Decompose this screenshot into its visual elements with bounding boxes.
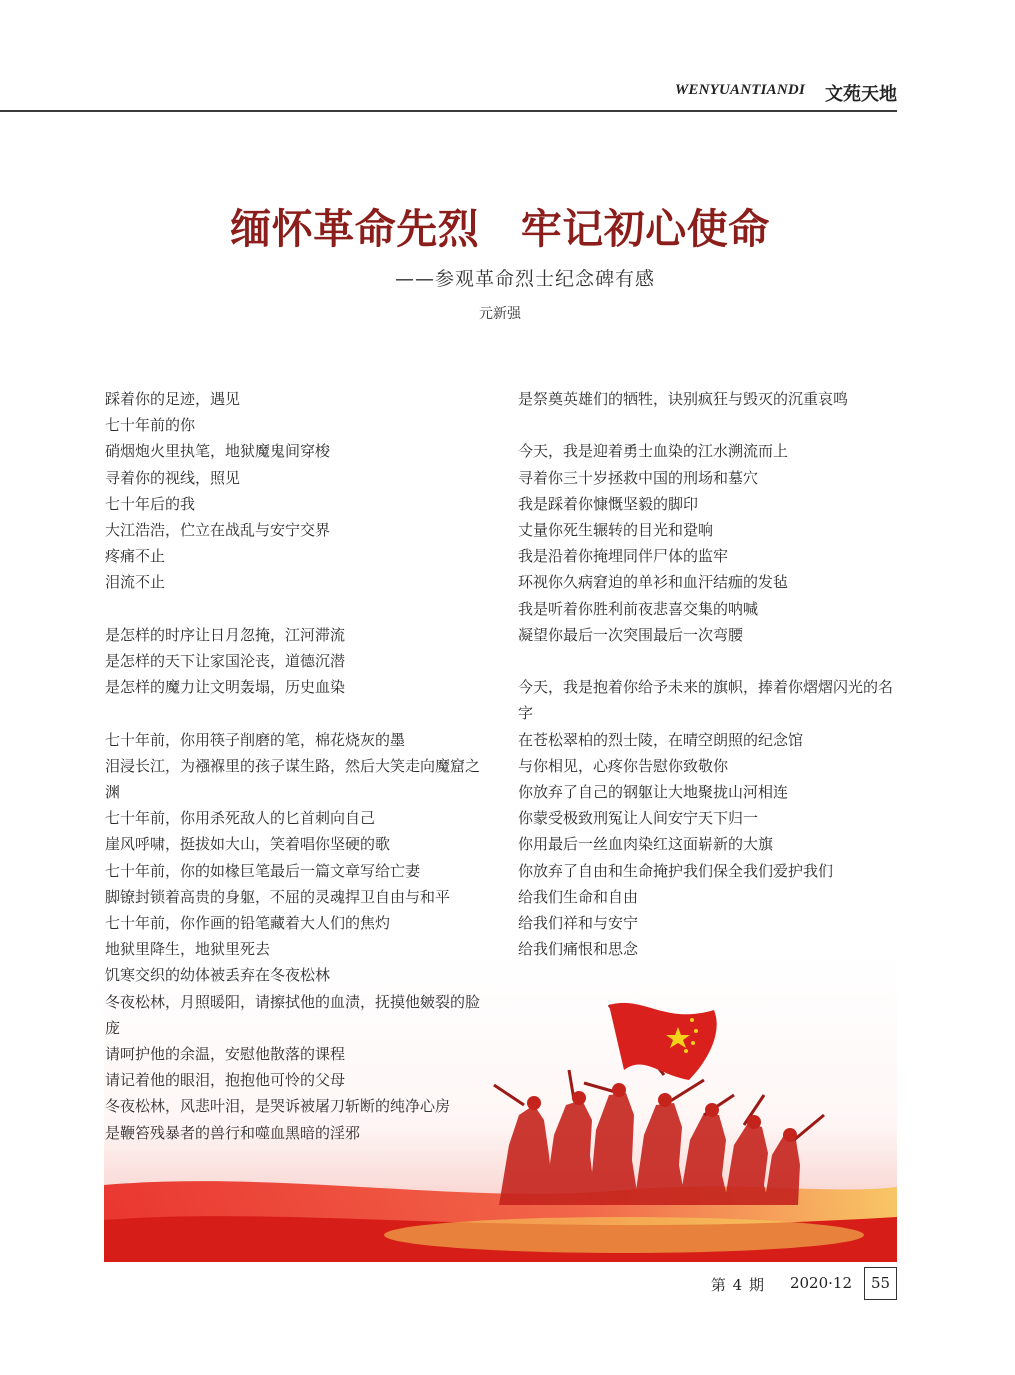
poem-right-column bbox=[518, 386, 898, 962]
poem-line: 是鞭笞残暴者的兽行和噬血黑暗的淫邪 bbox=[105, 1123, 361, 1142]
poem-line: 你蒙受极致刑冤让人间安宁天下归一 bbox=[518, 809, 759, 828]
poem-line: 今天，我是迎着勇士血染的江水溯流而上 bbox=[518, 442, 789, 461]
page-number: 55 bbox=[864, 1267, 897, 1300]
poem-line: 七十年前，你的如椽巨笔最后一篇文章写给亡妻 bbox=[105, 861, 421, 880]
poem-line: 给我们生命和自由 bbox=[518, 887, 639, 906]
poem-line bbox=[518, 648, 898, 674]
poem-line bbox=[518, 412, 898, 438]
poem-line: 是怎样的时序让日月忽掩，江河滞流 bbox=[105, 625, 346, 644]
section-name-cn: 文苑天地 bbox=[825, 84, 897, 105]
poem-line: 环视你久病窘迫的单衫和血汗结痂的发毡 bbox=[518, 573, 789, 592]
poem-line: 是怎样的魔力让文明轰塌，历史血染 bbox=[105, 678, 346, 697]
poem-line: 今天，我是抱着你给予未来的旗帜，捧着你熠熠闪光的名字 bbox=[518, 678, 894, 723]
poem-line: 地狱里降生，地狱里死去 bbox=[105, 940, 271, 959]
poem-line: 是祭奠英雄们的牺牲，诀别疯狂与毁灭的沉重哀鸣 bbox=[518, 390, 849, 408]
issue-number: 第 4 期 bbox=[710, 1276, 765, 1294]
poem-line: 你放弃了自由和生命掩护我们保全我们爱护我们 bbox=[518, 861, 834, 880]
poem-line: 凝望你最后一次突围最后一次弯腰 bbox=[518, 625, 744, 644]
poem-line: 硝烟炮火里执笔，地狱魔鬼间穿梭 bbox=[105, 442, 331, 461]
poem-line: 泪浸长江，为襁褓里的孩子谋生路，然后大笑走向魔窟之渊 bbox=[105, 756, 481, 802]
poem-line: 请呵护他的余温，安慰他散落的课程 bbox=[105, 1045, 346, 1064]
poem-left-column bbox=[105, 386, 493, 1146]
poem-line: 丈量你死生辗转的目光和跫响 bbox=[518, 521, 714, 539]
poem-line: 给我们痛恨和思念 bbox=[518, 940, 639, 959]
poem-line bbox=[105, 700, 493, 726]
poem-line: 在苍松翠柏的烈士陵，在晴空朗照的纪念馆 bbox=[518, 730, 804, 749]
poem-line: 是怎样的天下让家国沦丧，道德沉潜 bbox=[105, 652, 346, 671]
poem-line: 大江浩浩，伫立在战乱与安宁交界 bbox=[105, 521, 331, 540]
poem-line: 寻着你的视线，照见 bbox=[105, 468, 241, 487]
poem-line: 我是听着你胜利前夜悲喜交集的呐喊 bbox=[518, 599, 759, 618]
poem-line: 你放弃了自己的钢躯让大地聚拢山河相连 bbox=[518, 783, 789, 802]
poem-line: 七十年前，你用杀死敌人的匕首刺向自己 bbox=[105, 809, 376, 828]
poem-line: 泪流不止 bbox=[105, 573, 166, 592]
poem-line: 给我们祥和与安宁 bbox=[518, 914, 639, 933]
article-author: 元新强 bbox=[479, 306, 521, 322]
poem-line: 踩着你的足迹，遇见 bbox=[105, 390, 241, 408]
poem-line: 七十年前的你 bbox=[105, 416, 196, 435]
poem-line: 疼痛不止 bbox=[105, 547, 166, 566]
article-title: 缅怀革命先烈 牢记初心使命 bbox=[230, 205, 770, 253]
page-footer bbox=[0, 1265, 897, 1301]
poem-line: 你用最后一丝血肉染红这面崭新的大旗 bbox=[518, 835, 774, 854]
poem-line: 请记着他的眼泪，抱抱他可怜的父母 bbox=[105, 1071, 346, 1090]
poem-line: 我是沿着你掩埋同伴尸体的监牢 bbox=[518, 547, 729, 566]
poem-line: 寻着你三十岁拯救中国的刑场和墓穴 bbox=[518, 468, 759, 487]
poem-line: 与你相见，心疼你告慰你致敬你 bbox=[518, 756, 729, 775]
page-header bbox=[0, 80, 897, 112]
poem-line: 七十年后的我 bbox=[105, 494, 196, 513]
poem-line: 七十年前，你作画的铅笔藏着大人们的焦灼 bbox=[105, 914, 391, 933]
poem-line: 我是踩着你慷慨坚毅的脚印 bbox=[518, 494, 699, 513]
issue-date: 2020·12 bbox=[789, 1274, 852, 1292]
poem-line: 崖风呼啸，挺拔如大山，笑着唱你坚硬的歌 bbox=[105, 835, 391, 854]
poem-line: 饥寒交织的幼体被丢弃在冬夜松林 bbox=[105, 966, 331, 985]
poem-line: 脚镣封锁着高贵的身躯，不屈的灵魂捍卫自由与和平 bbox=[105, 887, 451, 906]
poem-line: 冬夜松林，风悲叶泪，是哭诉被屠刀斩断的纯净心房 bbox=[105, 1097, 451, 1116]
poem-line bbox=[105, 596, 493, 622]
poem-line: 冬夜松林，月照暖阳，请擦拭他的血渍，抚摸他皴裂的脸庞 bbox=[105, 992, 481, 1037]
article-subtitle: ——参观革命烈士纪念碑有感 bbox=[394, 268, 655, 290]
section-name-en: WENYUANTIANDI bbox=[674, 82, 805, 98]
poem-line: 七十年前，你用筷子削磨的笔，棉花烧灰的墨 bbox=[105, 730, 406, 749]
